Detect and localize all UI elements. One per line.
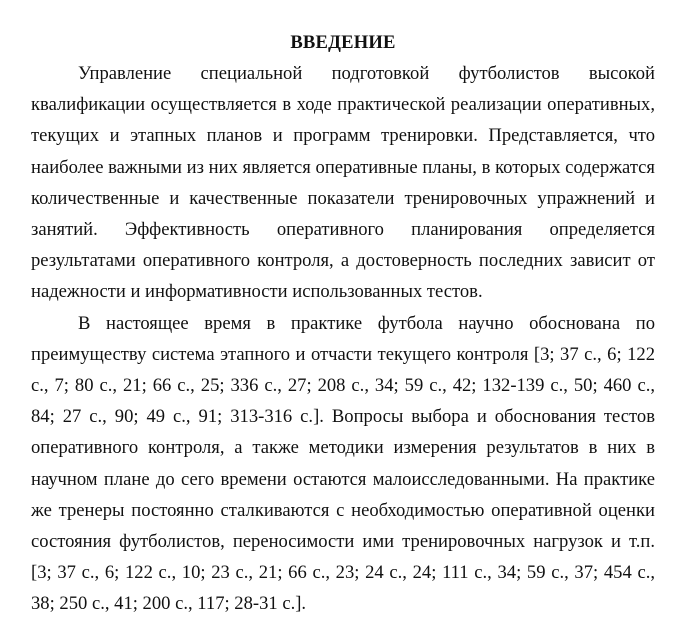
document-page: [31, 28, 655, 620]
section-heading: ВВЕДЕНИЕ: [290, 32, 396, 53]
paragraph-1: Управление специальной подготовкой футболистов высокой квалификации осуществляется в ходе практической реализации оперативных, текущих и этапных планов и программ тренировки. Представляется, что наиболее важными из них является оперативные планы, в которых содержатся количественные и качественные показатели тренировочных упражнений и занятий. Эффективность оперативного планирования определяется результатами оперативного контроля, а достоверность последних зависит от надежности и информативности использованных тестов.: [31, 63, 655, 303]
paragraph-2: В настоящее время в практике футбола научно обоснована по преимуществу система этапного и отчасти текущего контроля [3; 37 с., 6; 122 с., 7; 80 с., 21; 66 с., 25; 336 с., 27; 208 с., 34; 59 с., 42; 132-139 с., 50; 460 с., 84; 27 с., 90; 49 с., 91; 313-316 с.]. Вопросы выбора и обоснования тестов оперативного контроля, а также методики измерения результатов в них в научном плане до сего времени остаются малоисследованными. На практике же тренеры постоянно сталкиваются с необходимостью оперативной оценки состояния футболистов, переносимости ими тренировочных нагрузок и т.п. [3; 37 с., 6; 122 с., 10; 23 с., 21; 66 с., 23; 24 с., 24; 111 с., 34; 59 с., 37; 454 с., 38; 250 с., 41; 200 с., 117; 28-31 с.].: [31, 312, 655, 615]
